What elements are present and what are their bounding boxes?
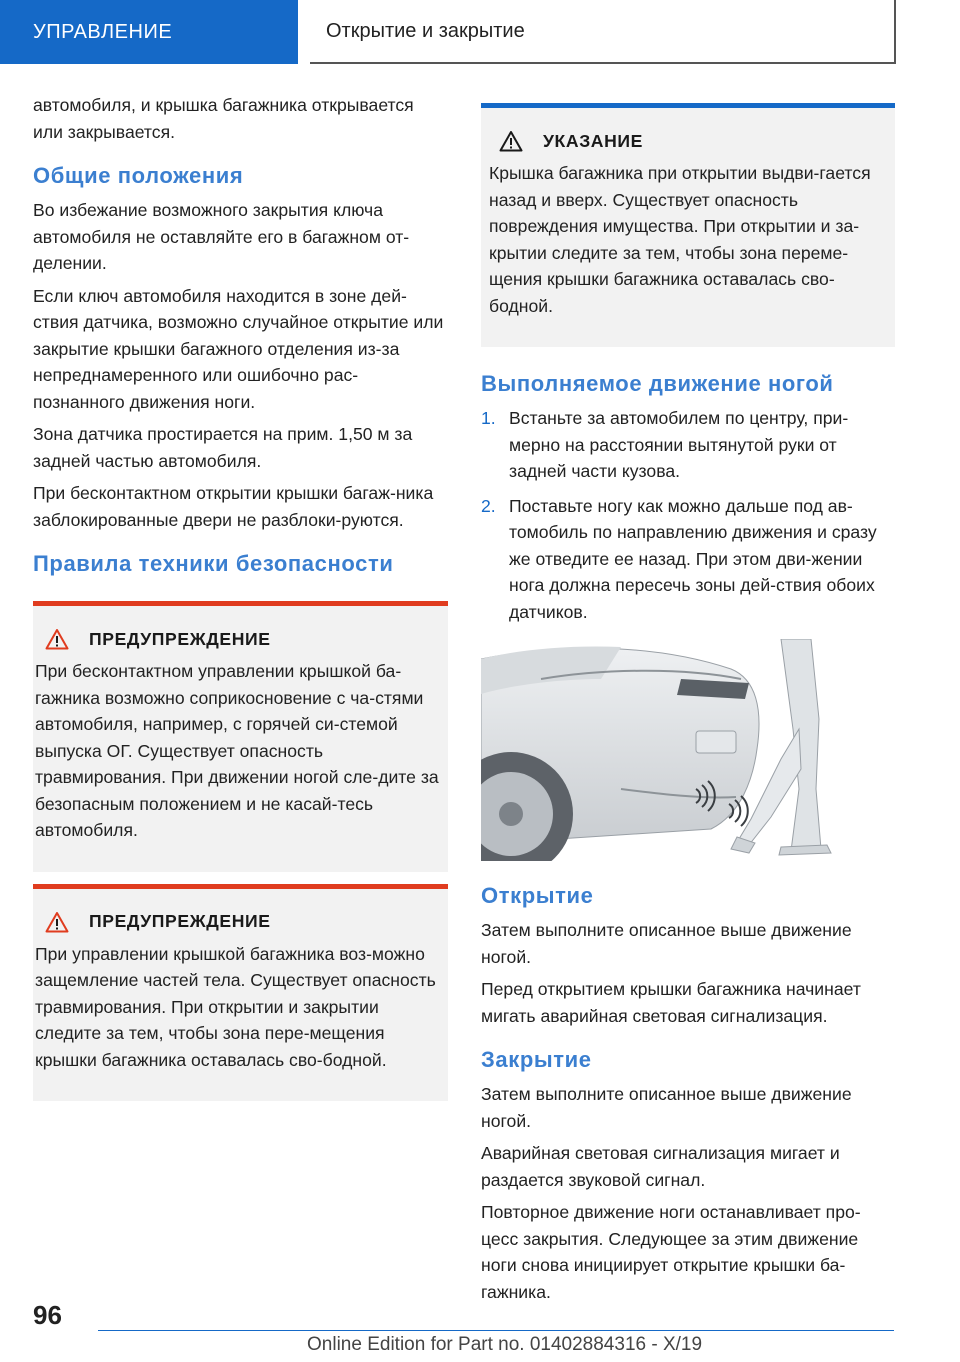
- step-text: Поставьте ногу как можно дальше под ав-томобиль по направлению движения и сразу же отведите ее назад. При этом дви-жении нога должна пересечь зоны дей-ствия обоих датчиков.: [509, 495, 877, 622]
- closing-paragraph-3: Повторное движение ноги останавливает про-цесс закрытия. Следующее за этим движение ноги снова инициирует открытие крышки ба-гажника.: [481, 1202, 861, 1302]
- opening-heading: Открытие: [481, 883, 594, 908]
- chapter-tab: [310, 0, 896, 64]
- safety-heading: Правила техники безопасности: [33, 551, 394, 576]
- right-column: [481, 103, 895, 1311]
- note-title: [499, 128, 883, 154]
- warning-triangle-icon: [45, 911, 69, 933]
- warning-text-2: При управлении крышкой багажника воз-можно защемление частей тела. Существует опасность травмирования. При открытии и закрытии следите за тем, чтобы зона пере-мещения крышки багажника оставалась сво-бодной.: [35, 943, 436, 1070]
- warning-title-2: [45, 909, 448, 935]
- general-paragraph-4: При бесконтактном открытии крышки багаж-ника заблокированные двери не разблоки-руются.: [33, 483, 434, 530]
- closing-paragraph-2: Аварийная световая сигнализация мигает и раздается звуковой сигнал.: [481, 1143, 840, 1190]
- general-paragraph-1: Во избежание возможного закрытия ключа автомобиля не оставляйте его в багажном от-делении.: [33, 200, 410, 273]
- general-paragraph-3: Зона датчика простирается на прим. 1,50 м за задней частью автомобиля.: [33, 424, 413, 471]
- step-text: Встаньте за автомобилем по центру, при-мерно на расстоянии вытянутой руки от задней части кузова.: [509, 408, 849, 481]
- warning-text-1: При бесконтактном управлении крышкой ба-гажника возможно соприкосновение с ча-стями автомобиля, например, с горячей си-стемой выпуска ОГ. Существует опасность травмирования. При движении ногой сле-дите за безопасным положением и не касай-тесь автомобиля.: [35, 661, 439, 840]
- chapter-title: Открытие и закрытие: [326, 19, 525, 42]
- left-column: [33, 92, 448, 1101]
- warning-box-2: [33, 884, 448, 1102]
- intro-paragraph: автомобиля, и крышка багажника открывается или закрывается.: [33, 95, 414, 142]
- closing-heading: Закрытие: [481, 1047, 592, 1072]
- opening-paragraph-2: Перед открытием крышки багажника начинает мигать аварийная световая сигнализация.: [481, 979, 861, 1026]
- note-text: Крышка багажника при открытии выдви-гается назад и вверх. Существует опасность повреждения имущества. При открытии и за-крытии следите за тем, чтобы зона переме-щения крышки багажника оставалась сво-бодной.: [489, 163, 871, 316]
- list-item: [481, 493, 895, 626]
- warning-label-2: ПРЕДУПРЕЖДЕНИЕ: [89, 911, 271, 931]
- opening-paragraph-1: Затем выполните описанное выше движение ногой.: [481, 920, 852, 967]
- section-tab: [0, 0, 298, 64]
- list-item: [481, 405, 895, 485]
- warning-label-1: ПРЕДУПРЕЖДЕНИЕ: [89, 628, 271, 649]
- closing-paragraph-1: Затем выполните описанное выше движение ногой.: [481, 1084, 852, 1131]
- motion-heading: Выполняемое движение ногой: [481, 371, 834, 396]
- section-title: УПРАВЛЕНИЕ: [33, 20, 173, 43]
- general-paragraph-2: Если ключ автомобиля находится в зоне дей-ствия датчика, возможно случайное открытие или закрытие крышки багажного отделения из-за непреднамеренного или ошибочно рас-познанного движения ноги.: [33, 285, 444, 412]
- warning-box-1: [33, 601, 448, 872]
- car-rear-illustration: [481, 639, 835, 861]
- page-number: 96: [33, 1300, 62, 1330]
- warning-title-1: [45, 626, 448, 652]
- step-number: 1.: [481, 408, 496, 428]
- note-label: УКАЗАНИЕ: [543, 130, 644, 151]
- note-box: [481, 103, 895, 347]
- general-heading: Общие положения: [33, 163, 244, 188]
- motion-steps: [481, 405, 895, 625]
- caution-triangle-icon: [499, 130, 523, 152]
- footer-edition: Online Edition for Part no. 01402884316 - X/19: [307, 1334, 703, 1355]
- footer-divider: [98, 1330, 894, 1331]
- step-number: 2.: [481, 495, 496, 516]
- warning-triangle-icon: [45, 628, 69, 650]
- foot-motion-illustration: [481, 639, 835, 861]
